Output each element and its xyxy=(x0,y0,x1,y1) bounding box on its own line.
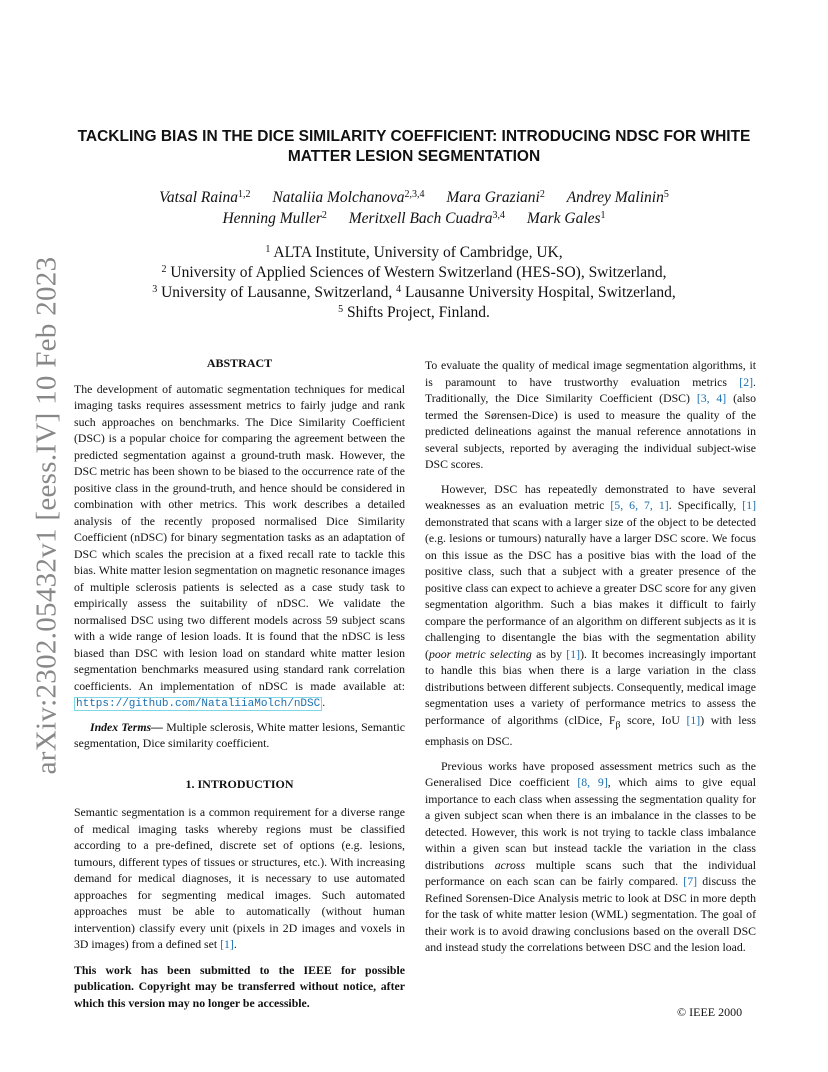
author: Nataliia Molchanova$^{2,3,4}$ xyxy=(272,189,425,206)
arxiv-identifier-text: arXiv:2302.05432v1 [eess.IV] 10 Feb 2023 xyxy=(30,256,63,774)
author: Mara Graziani$^2$ xyxy=(446,189,545,206)
citation-link[interactable]: [8, 9] xyxy=(577,775,608,790)
author: Vatsal Raina$^{1,2}$ xyxy=(159,189,251,206)
author: Andrey Malinin$^5$ xyxy=(566,189,669,206)
affiliations xyxy=(74,243,754,323)
citation-link[interactable]: [7] xyxy=(683,874,698,889)
code-link[interactable]: https://github.com/NataliiaMolch/nDSC xyxy=(76,698,321,710)
paper-title: TACKLING BIAS IN THE DICE SIMILARITY COEFFICIENT: INTRODUCING NDSC FOR WHITE MATTER LESION SEGMENTATION xyxy=(77,128,751,165)
index-terms: Index Terms— Multiple sclerosis, White matter lesions, Semantic segmentation, Dice similarity coefficient. xyxy=(74,719,405,750)
author-list xyxy=(74,187,754,229)
citation-link[interactable]: [2] xyxy=(739,374,754,389)
submission-notice: This work has been submitted to the IEEE for possible publication. Copyright may be transferred without notice, after which this version may no longer be accessible. xyxy=(74,962,405,1010)
citation-link[interactable]: [1] xyxy=(566,646,581,661)
affiliation-line: $^5$ Shifts Project, Finland. xyxy=(338,304,490,321)
citation-link[interactable]: [1] xyxy=(742,498,757,512)
body-paragraph: However, DSC has repeatedly demonstrated to have several weaknesses as an evaluation metric [5, 6, 7, 1]. Specifically, [1] demonstrated that scans with a larger size of the object to be detected (e.g. lesions or tumours) naturally have a larger DSC score. We focus on this issue as the DSC has a positive bias with the load of the positive class, such that a subject with a greater presence of the positive class can expect to achieve a greater DSC score for any given segmentation algorithm. Such a bias makes it difficult to fairly compare the performance of an algorithm on different subjects as it is challenging to disentangle the bias with the segmentation ability (poor metric selecting as by [1]). It becomes increasingly important to handle this bias when there is a large variation in the class distributions between different subjects. Consequently, medical image segmentation uses a variety of performance metrics to assess the performance of algorithms (clDice, $F_\beta$ score, IoU [1]) with less emphasis on DSC. xyxy=(425,481,757,749)
arxiv-identifier xyxy=(27,256,67,774)
author: Mark Gales$^1$ xyxy=(526,210,606,227)
introduction-paragraph: Semantic segmentation is a common requirement for a diverse range of medical imaging tasks whereby regions must be classified according to a pre-defined, discrete set of options (e.g. lesions, tumours, different types of tissues or structures, etc.). With increasing demand for medical diagnoses, it is necessary to use automated approaches for segmenting medical images. Such automated approaches must be able to automatically (without human intervention) classify every unit (pixels in 2D images and voxels in 3D images) from a defined set [1]. xyxy=(74,805,405,951)
copyright-notice: © IEEE 2000 xyxy=(677,1005,743,1019)
author: Meritxell Bach Cuadra$^{3,4}$ xyxy=(348,210,506,227)
body-paragraph: Previous works have proposed assessment metrics such as the Generalised Dice coefficient [8, 9], which aims to give equal importance to each class when assessing the segmentation quality for a given subject scan when there is an imbalance in the classes to be detected. However, this work is not trying to tackle class imbalance within a given scan but instead tackle the variation in the class distributions across multiple scans such that the individual performance on each scan can be fairly compared. [7] discuss the Refined Sorensen-Dice Analysis metric to look at DSC in more depth for the task of white matter lesion (WML) segmentation. The goal of their work is to avoid drawing conclusions based on the overall DSC and instead study the correlations between DSC and the lesion load. xyxy=(425,758,757,955)
citation-link[interactable]: [1] xyxy=(686,712,701,727)
affiliation-line: $^1$ ALTA Institute, University of Cambridge, UK, xyxy=(265,244,563,261)
right-column xyxy=(425,357,756,956)
abstract-text: The development of automatic segmentation techniques for medical imaging tasks requires assessment metrics to fairly judge and rank such approaches on benchmarks. The Dice Similarity Coefficient (DSC) is a popular choice for comparing the agreement between the predicted segmentation against a ground-truth mask. However, the DSC metric has been shown to be biased to the occurrence rate of the positive class in the ground-truth, and hence should be considered in combination with other metrics. This work describes a detailed analysis of the recently proposed normalised Dice Similarity Coefficient (nDSC) for binary segmentation tasks as an adaptation of DSC which scales the precision at a fixed recall rate to tackle this bias. White matter lesion segmentation on magnetic resonance images of multiple sclerosis patients is selected as a case study task to empirically assess the suitability of nDSC. We validate the normalised DSC using two different models across 59 subject scans with a wide range of lesion loads. It is found that the nDSC is less biased than DSC with lesion load on standard white matter lesion segmentation benchmarks measured using standard rank correlation coefficients. An implementation of nDSC is made available at: https://github.com/NataliiaMolch/nDSC . xyxy=(74,381,405,710)
body-paragraph: To evaluate the quality of medical image segmentation algorithms, it is paramount to have trustworthy evaluation metrics [2]. Traditionally, the Dice Similarity Coefficient (DSC) [3, 4] (also termed the Sørensen-Dice) is used to measure the quality of the predicted delineations against the manual reference annotations in several subjects, reported by averaging the individual subject-wise DSC scores. xyxy=(425,358,756,471)
index-terms-label: Index Terms— xyxy=(90,719,163,734)
citation-link[interactable]: [1] xyxy=(220,937,234,951)
affiliation-line: $^3$ University of Lausanne, Switzerland, $^4$ Lausanne University Hospital, Switzerland, xyxy=(152,284,676,301)
left-column xyxy=(74,355,405,1011)
citation-link[interactable]: [3, 4] xyxy=(696,391,727,405)
introduction-heading: 1. INTRODUCTION xyxy=(185,776,294,791)
author: Henning Muller$^2$ xyxy=(222,210,327,227)
affiliation-line: $^2$ University of Applied Sciences of Western Switzerland (HES-SO), Switzerland, xyxy=(161,264,667,281)
citation-link[interactable]: [5, 6, 7, 1] xyxy=(610,498,669,512)
abstract-heading: ABSTRACT xyxy=(206,356,273,370)
